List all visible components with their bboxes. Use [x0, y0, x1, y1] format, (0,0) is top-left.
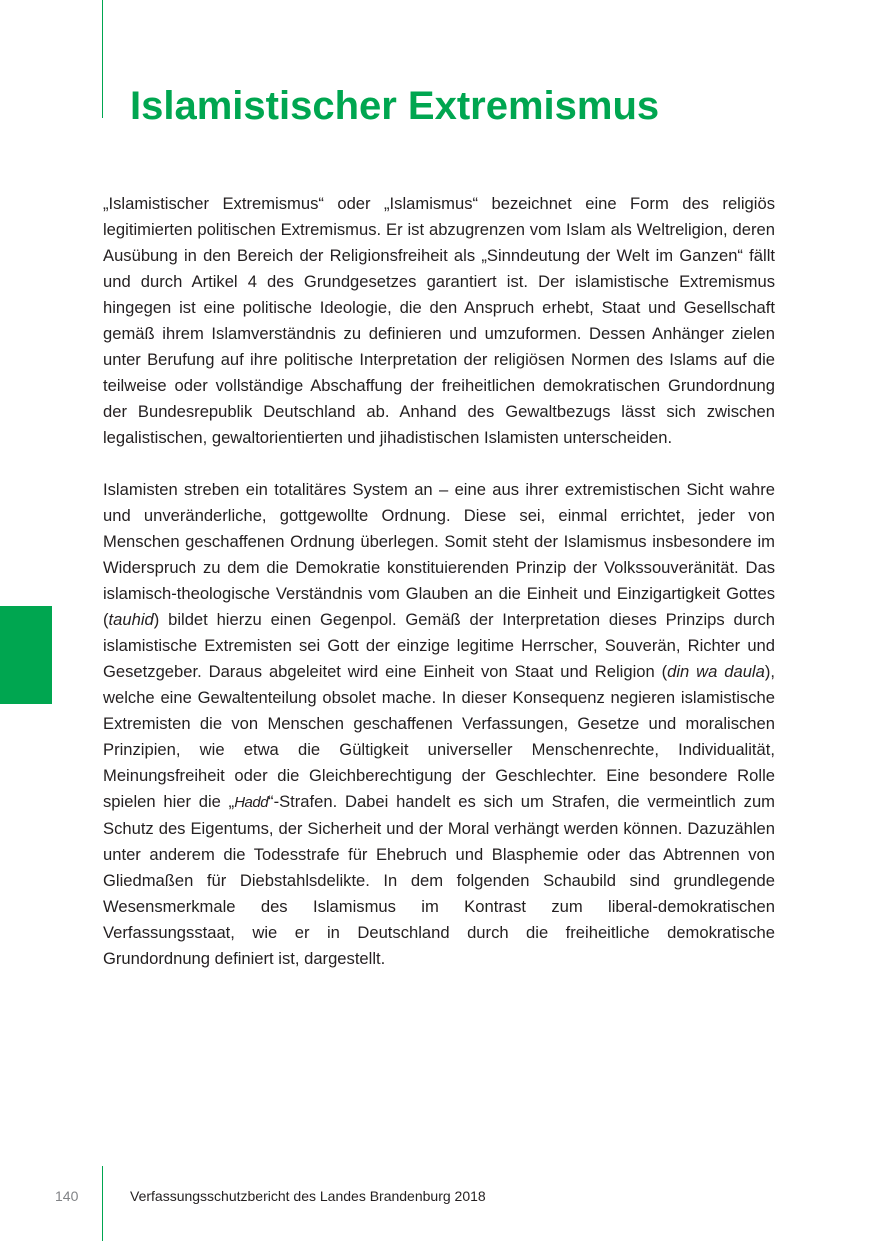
text-segment: “-Strafen. Dabei handelt es sich um Strafen, die vermeintlich zum Schutz des Eigentums, der Sicherheit und der Moral verhängt werden können. Dazuzählen unter anderem die Todesstrafe für Ehebruch und Blasphemie oder das Abtrennen von Gliedmaßen für Diebstahlsdelikte. In dem folgenden Schaubild sind grundlegende Wesensmerkmale des Islamismus im Kontrast zum liberal-demokratischen Verfassungsstaat, wie er in Deutschland durch die freiheitliche demokratische Grundordnung definiert ist, dargestellt.	[103, 792, 775, 968]
term-tauhid: tauhid	[108, 610, 154, 629]
running-footer-title: Verfassungsschutzbericht des Landes Brandenburg 2018	[130, 1188, 486, 1204]
page-title: Islamistischer Extremismus	[130, 84, 660, 128]
footer-vertical-rule	[102, 1166, 103, 1241]
text-segment: ), welche eine Gewaltenteilung obsolet mache. In dieser Konsequenz negieren islamistische Extremisten die von Menschen geschaffenen Verfassungen, Gesetze und moralischen Prinzipien, wie etwa die Gültigkeit universeller Menschenrechte, Individualität, Meinungsfreiheit oder die Gleichberechtigung der Geschlechter. Eine besondere Rolle spielen hier die „	[103, 662, 775, 811]
paragraph-ideology	[103, 477, 775, 972]
term-din-wa-daula: din wa daula	[667, 662, 765, 681]
text-segment: ) bildet hierzu einen Gegenpol. Gemäß der Interpretation dieses Prinzips durch islamistische Extremisten sei Gott der einzige legitime Herrscher, Souverän, Richter und Gesetzgeber. Daraus abgeleitet wird eine Einheit von Staat und Religion (	[103, 610, 775, 681]
top-vertical-rule	[102, 0, 103, 118]
chapter-marker-tab	[0, 606, 52, 704]
paragraph-intro: „Islamistischer Extremismus“ oder „Islamismus“ bezeichnet eine Form des religiös legitimierten politischen Extremismus. Er ist abzugrenzen vom Islam als Weltreligion, deren Ausübung in den Bereich der Religionsfreiheit als „Sinndeutung der Welt im Ganzen“ fällt und durch Artikel 4 des Grundgesetzes garantiert ist. Der islamistische Extremismus hingegen ist eine politische Ideologie, die den Anspruch erhebt, Staat und Gesellschaft gemäß ihrem Islamverständnis zu definieren und umzuformen. Dessen Anhänger zielen unter Berufung auf ihre politische Interpretation der religiösen Normen des Islams auf die teilweise oder vollständige Abschaffung der freiheitlichen demokratischen Grundordnung der Bundesrepublik Deutschland ab. Anhand des Gewaltbezugs lässt sich zwischen legalistischen, gewaltorientierten und jihadistischen Islamisten unterscheiden.	[103, 194, 775, 447]
term-hadd: Hadd	[234, 794, 269, 811]
body-text	[103, 191, 775, 972]
page-number: 140	[55, 1188, 79, 1204]
text-segment: Islamisten streben ein totalitäres System an – eine aus ihrer extremistischen Sicht wahre und unveränderliche, gottgewollte Ordnung. Diese sei, einmal errichtet, jeder von Menschen geschaffenen Ordnung überlegen. Somit steht der Islamismus insbesondere im Widerspruch zu dem die Demokratie konstituierenden Prinzip der Volkssouveränität. Das islamisch-theologische Verständnis vom Glauben an die Einheit und Einzigartigkeit Gottes (	[103, 480, 775, 629]
